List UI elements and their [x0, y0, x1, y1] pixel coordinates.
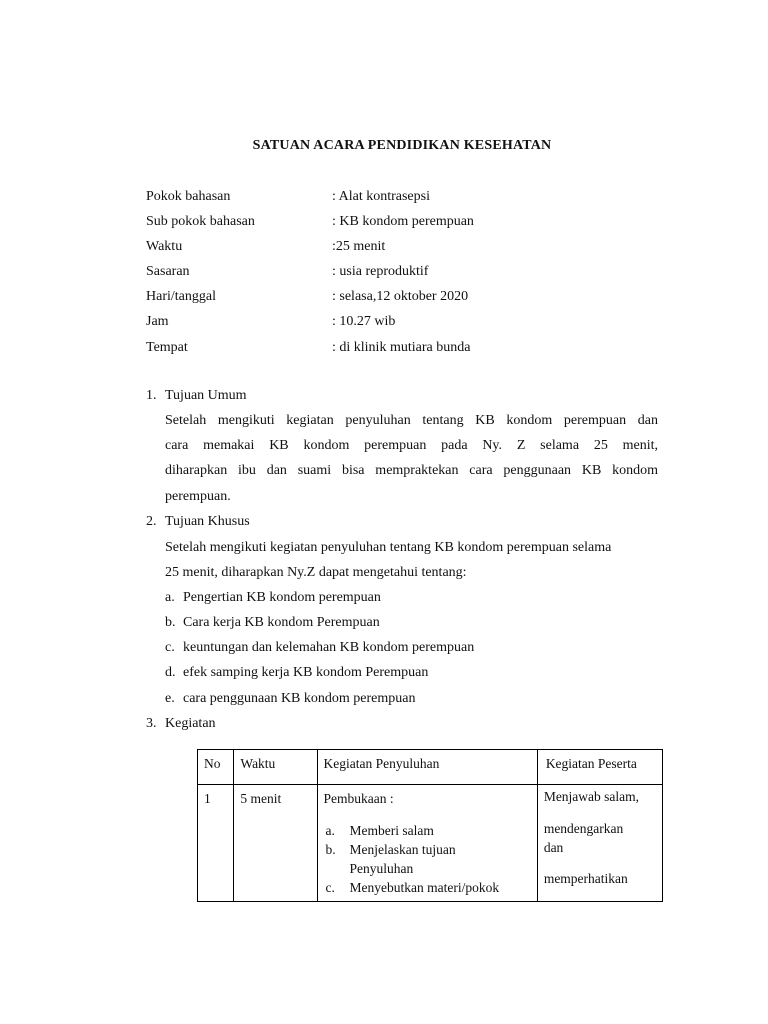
section-title-tujuan-umum: Tujuan Umum [165, 388, 247, 403]
info-label: Sub pokok bahasan [146, 214, 255, 229]
list-item: b. Menjelaskan tujuan Penyuluhan [325, 842, 456, 876]
list-item: cara penggunaan KB kondom perempuan [183, 691, 416, 706]
table-row [198, 785, 663, 902]
info-label: Jam [146, 314, 169, 329]
info-value: : usia reproduktif [332, 264, 429, 279]
cell-waktu: 5 menit [240, 791, 282, 806]
list-item: efek samping kerja KB kondom Perempuan [183, 665, 429, 680]
penyuluhan-title: Pembukaan : [323, 791, 394, 806]
section-title-kegiatan: Kegiatan [165, 716, 216, 731]
list-item-letter: e. [165, 691, 175, 706]
info-value: :25 menit [332, 239, 386, 254]
cell-penyuluhan [318, 785, 537, 897]
header-kegiatan-penyuluhan: Kegiatan Penyuluhan [323, 756, 440, 771]
list-item: Cara kerja KB kondom Perempuan [183, 615, 380, 630]
header-waktu: Waktu [240, 756, 276, 771]
info-label: Waktu [146, 239, 183, 254]
paragraph-line: diharapkan ibu dan suami bisa mempraktekan cara penggunaan KB kondom [165, 463, 658, 478]
paragraph-line: 25 menit, diharapkan Ny.Z dapat mengetahui tentang: [165, 565, 467, 580]
peserta-text: mendengarkan dan [543, 821, 624, 855]
header-kegiatan-peserta: Kegiatan Peserta [545, 756, 637, 771]
penyuluhan-list [324, 821, 537, 897]
paragraph-line: perempuan. [165, 489, 231, 504]
section-number: 1. [146, 388, 157, 403]
list-item: Pengertian KB kondom perempuan [183, 590, 381, 605]
list-item-letter: b. [165, 615, 176, 630]
paragraph-line: Setelah mengikuti kegiatan penyuluhan tentang KB kondom perempuan selama [165, 540, 612, 555]
peserta-text: Menjawab salam, [543, 789, 640, 804]
list-item: a. Memberi salam [325, 823, 434, 838]
section-title-tujuan-khusus: Tujuan Khusus [165, 514, 250, 529]
info-value: : selasa,12 oktober 2020 [332, 289, 469, 304]
info-label: Tempat [146, 340, 188, 355]
list-item-letter: d. [165, 665, 176, 680]
section-number: 2. [146, 514, 157, 529]
list-item: c. Menyebutkan materi/pokok [325, 880, 500, 895]
paragraph-line: cara memakai KB kondom perempuan pada Ny. Z selama 25 menit, [165, 438, 658, 453]
info-value: : KB kondom perempuan [332, 214, 474, 229]
document-title: SATUAN ACARA PENDIDIKAN KESEHATAN [252, 138, 552, 153]
section-number: 3. [146, 716, 157, 731]
info-label: Hari/tanggal [146, 289, 216, 304]
kegiatan-table [197, 749, 663, 902]
paragraph-line: Setelah mengikuti kegiatan penyuluhan tentang KB kondom perempuan dan [165, 413, 658, 428]
peserta-text: memperhatikan [543, 871, 628, 886]
info-value: : Alat kontrasepsi [332, 189, 430, 204]
table-header-row [198, 750, 663, 785]
cell-no: 1 [204, 791, 211, 806]
list-item-letter: c. [165, 640, 175, 655]
info-label: Sasaran [146, 264, 190, 279]
header-no: No [204, 756, 221, 771]
info-value: : 10.27 wib [332, 314, 396, 329]
list-item: keuntungan dan kelemahan KB kondom perempuan [183, 640, 475, 655]
list-item-letter: a. [165, 590, 175, 605]
cell-peserta [538, 785, 662, 887]
info-value: : di klinik mutiara bunda [332, 340, 471, 355]
info-label: Pokok bahasan [146, 189, 231, 204]
